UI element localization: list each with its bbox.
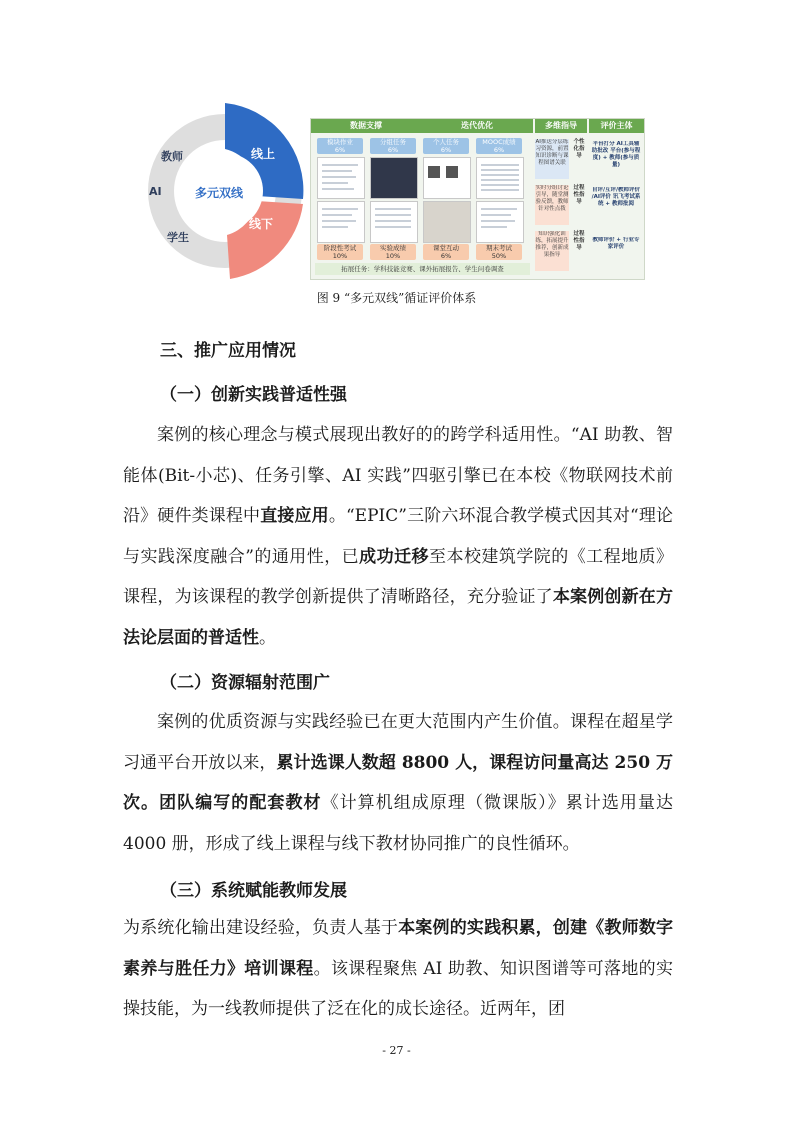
p1-bold: 成功迁移 <box>359 546 430 567</box>
evaluation-panel <box>310 118 645 280</box>
guidance-desc-3: 知识强化训练，拓展提升推荐，创新成果指导 <box>535 231 569 271</box>
cell-final-exam <box>476 244 522 260</box>
cell-mooc-score <box>476 138 522 154</box>
thumb-individual <box>423 157 471 199</box>
thumb-homework <box>317 157 365 199</box>
evaluation-system-figure <box>145 103 643 279</box>
guidance-desc-2: 实时分组讨论引导，随堂测验反馈，教师针对性点拨 <box>535 185 569 225</box>
paragraph-3 <box>123 908 673 1030</box>
thumb-classroom <box>423 201 471 243</box>
dual-line-donut <box>145 103 305 279</box>
evaluator-2: 自评/互评/教师评价 /AI评价 讯飞考试系统 + 教师批阅 <box>591 187 641 207</box>
cell-group-task <box>370 138 416 154</box>
cell-pct: 6% <box>334 146 346 154</box>
donut-ai-label: AI <box>149 185 162 198</box>
figure-caption: 图 9 “多元双线”循证评价体系 <box>316 291 477 305</box>
thumb-final-exam <box>476 201 524 243</box>
thumb-lab <box>370 201 418 243</box>
cell-pct: 6% <box>440 252 452 260</box>
evaluator-3: 教师评价 + 行业专家评价 <box>592 237 640 250</box>
subsection-title-1: （一）创新实践普适性强 <box>160 385 347 405</box>
donut-center-label: 多元双线 <box>195 186 244 200</box>
guidance-desc-1: AI推送分层练习资源，前置知识诊断与课程图谱关联 <box>535 139 569 179</box>
cell-name: 阶段性考试 <box>323 244 357 252</box>
cell-lab-score <box>370 244 416 260</box>
donut-student-label: 学生 <box>167 231 189 244</box>
evaluator-1: 平台打分 AI工具辅助批改 平台(参与程度) + 教师(参与质量) <box>591 141 641 168</box>
cell-name: 课堂互动 <box>433 244 459 252</box>
paragraph-1 <box>123 415 673 658</box>
p3-text: 为系统化输出建设经验，负责人基于 <box>123 918 399 938</box>
guidance-type-1: 个性化指导 <box>573 139 585 159</box>
donut-teacher-label: 教师 <box>161 150 183 163</box>
p1-bold: 直接应用 <box>260 506 329 526</box>
p1-text: 案例的核心理念与模式展现出教好的的跨学科适用性。“AI 助教、智能体(Bit-小芯)、任务引擎、AI 实践”四驱引擎已在本校《物联网技术前沿》硬件类课程中 <box>123 425 673 526</box>
extension-task-footer: 拓展任务：学科技能竞赛、课外拓展报告、学生问卷调查 <box>315 263 530 275</box>
thumb-group <box>370 157 418 199</box>
header-iteration: 迭代优化 <box>421 119 533 133</box>
paragraph-2 <box>123 702 673 864</box>
guidance-type-3: 过程性指导 <box>573 231 585 251</box>
donut-online-label: 线上 <box>251 147 276 161</box>
page-number: - 27 - <box>382 1044 411 1057</box>
thumb-mooc <box>476 157 524 199</box>
cell-pct: 6% <box>440 146 452 154</box>
cell-name: 期末考试 <box>486 244 512 252</box>
p3-bold: 本案例的实践积累，创建《教师数字素养与胜任力》培训课程 <box>123 918 674 979</box>
header-evaluator: 评价主体 <box>589 119 644 133</box>
p2-bold: 累计选课人数超 8800 人，课程访问量高达 250 万次。团队编写的配套教材 <box>123 752 674 813</box>
subsection-title-2: （二）资源辐射范围广 <box>160 673 330 693</box>
cell-stage-exam <box>317 244 363 260</box>
cell-pct: 10% <box>385 252 401 260</box>
p1-text: 至本校建筑学院的《工程地质》课程，为该课程的教学创新提供了清晰路径，充分验证了 <box>123 546 674 607</box>
cell-name: 个人任务 <box>433 138 459 146</box>
p1-text: 。 <box>259 627 276 648</box>
p1-text: 。“EPIC”三阶六环混合教学模式因其对“理论与实践深度融合”的通用性，已 <box>123 506 674 567</box>
cell-class-interaction <box>423 244 469 260</box>
cell-name: 模块作业 <box>327 138 353 146</box>
header-guidance: 多维指导 <box>535 119 587 133</box>
cell-pct: 10% <box>332 252 348 260</box>
header-data-support: 数据支撑 <box>311 119 421 133</box>
cell-pct: 50% <box>491 252 507 260</box>
p2-text: 案例的优质资源与实践经验已在更大范围内产生价值。课程在超星学习通平台开放以来， <box>123 712 673 773</box>
thumb-stage-exam <box>317 201 365 243</box>
cell-individual-task <box>423 138 469 154</box>
p3-text: 。该课程聚焦 AI 助教、知识图谱等可落地的实操技能，为一线教师提供了泛在化的成长途径。近两年，团 <box>123 958 673 1019</box>
cell-name: 分组任务 <box>380 138 406 146</box>
cell-name: 实验成绩 <box>380 244 406 252</box>
cell-pct: 6% <box>387 146 399 154</box>
subsection-title-3: （三）系统赋能教师发展 <box>160 881 347 901</box>
cell-module-homework <box>317 138 363 154</box>
cell-pct: 6% <box>493 146 505 154</box>
guidance-type-2: 过程性指导 <box>573 185 585 205</box>
p2-text: 《计算机组成原理（微课版）》累计选用量达 4000 册，形成了线上课程与线下教材协同推广的良性循环。 <box>123 793 674 854</box>
section-title: 三、推广应用情况 <box>160 341 296 361</box>
cell-name: MOOC成绩 <box>482 138 516 146</box>
p1-bold: 本案例创新在方法论层面的普适性 <box>123 587 674 648</box>
donut-offline-label: 线下 <box>249 217 274 231</box>
